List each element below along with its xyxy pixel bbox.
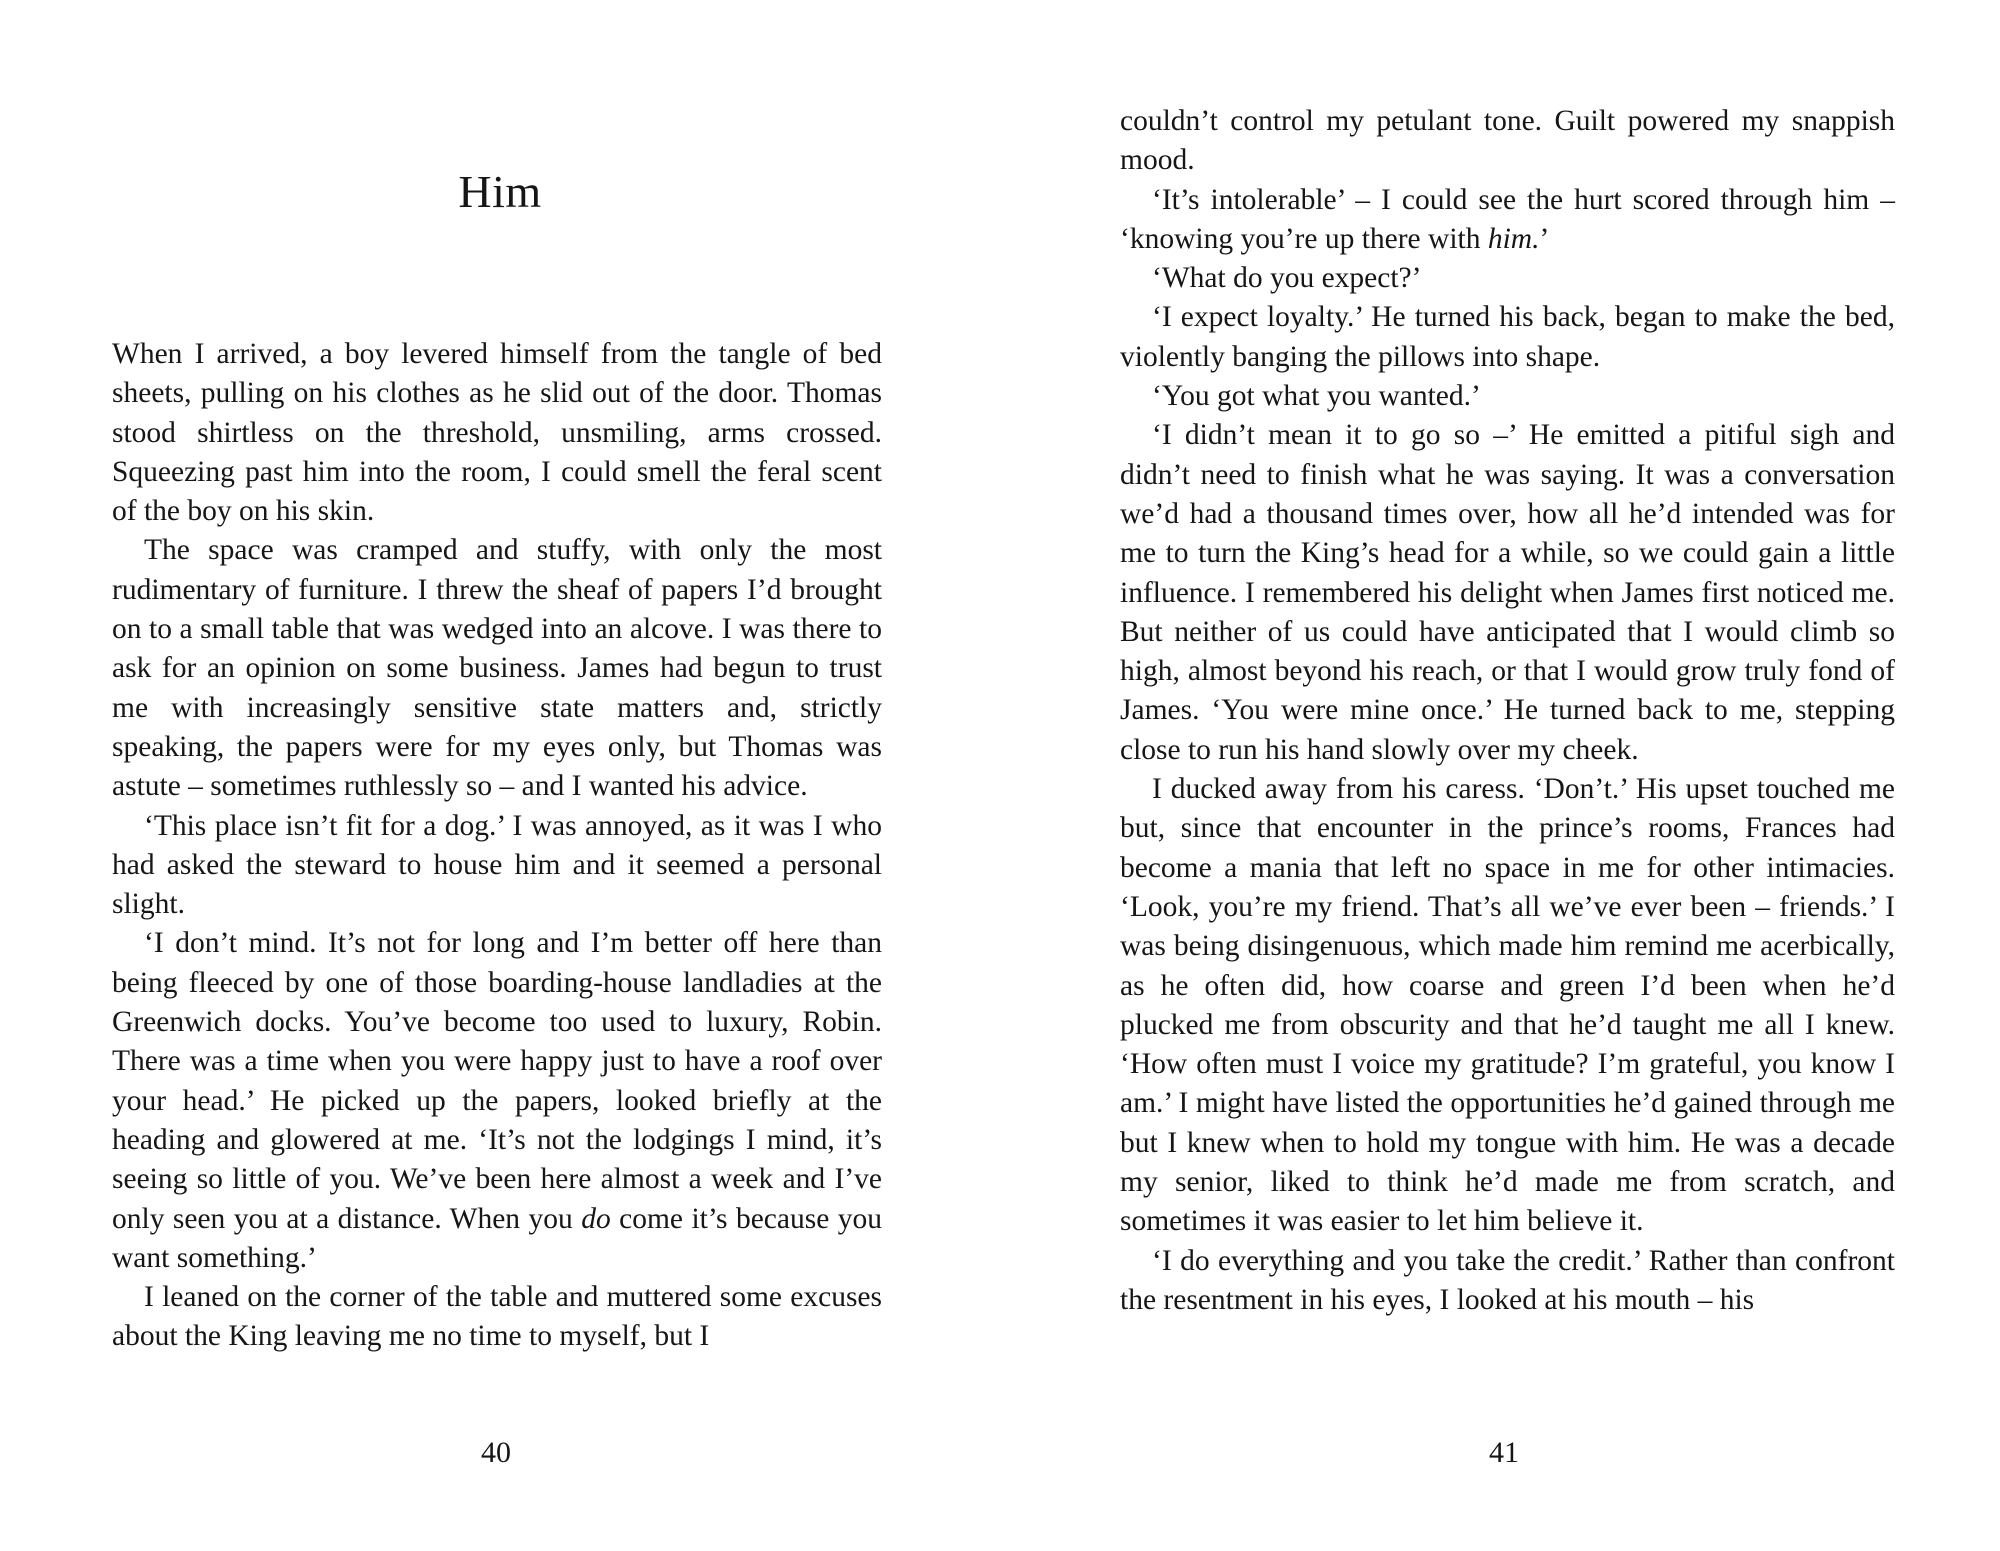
emphasis-text: do [581,1202,611,1235]
right-page-body [1120,102,1895,1320]
paragraph-text: ‘I don’t mind. It’s not for long and I’m better off here than being fleeced by one of those boarding-house landladies at the Greenwich docks. You’ve become too used to luxury, Robin. There was a time when you were happy just to have a roof over your head.’ He picked up the papers, looked briefly at the heading and glowered at me. ‘It’s not the lodgings I mind, it’s seeing so little of you. We’ve been here almost a week and I’ve only seen you at a distance. When you [112,927,882,1235]
paragraph-text: come it’s because you want something.’ [112,1202,882,1274]
paragraph: I ducked away from his caress. ‘Don’t.’ His upset touched me but, since that encounter in the prince’s rooms, Frances had become a mania that left no space in me for other intimacies. ‘Look, you’re my friend. That’s all we’ve ever been – friends.’ I was being disingenuous, which made him remind me acerbically, as he often did, how coarse and green I’d been when he’d plucked me from obscurity and that he’d taught me all I knew. ‘How often must I voice my gratitude? I’m grateful, you know I am.’ I might have listed the opportunities he’d gained through me but I knew when to hold my tongue with him. He was a decade my senior, liked to think he’d made me from scratch, and sometimes it was easier to let him believe it. [1120,773,1895,1238]
paragraph: ‘You got what you wanted.’ [1152,380,1481,413]
left-page-body [112,335,882,1357]
paragraph-text: ’ [1539,222,1550,255]
chapter-title: Him [458,166,542,217]
paragraph: couldn’t control my petulant tone. Guilt powered my snappish mood. [1120,105,1895,177]
paragraph: ‘I didn’t mean it to go so –’ He emitted a pitiful sigh and didn’t need to finish what he was saying. It was a conversation we’d had a thousand times over, how all he’d intended was for me to turn the King’s head for a while, so we could gain a little influence. I remembered his delight when James first noticed me. But neither of us could have anticipated that I would climb so high, almost beyond his reach, or that I would grow truly fond of James. ‘You were mine once.’ He turned back to me, stepping close to run his hand slowly over my cheek. [1120,419,1895,766]
paragraph: ‘I do everything and you take the credit.’ Rather than confront the resentment in his eyes, I looked at his mouth – his [1120,1244,1895,1316]
paragraph: ‘I expect loyalty.’ He turned his back, began to make the bed, violently banging the pillows into shape. [1120,301,1895,373]
paragraph [1120,181,1895,260]
page-number: 40 [481,1436,511,1469]
paragraph: The space was cramped and stuffy, with only the most rudimentary of furniture. I threw the sheaf of papers I’d brought on to a small table that was wedged into an alcove. I was there to ask for an opinion on some business. James had begun to trust me with increasingly sensitive state matters and, strictly speaking, the papers were for my eyes only, but Thomas was astute – sometimes ruthlessly so – and I wanted his advice. [112,534,882,803]
paragraph-text: ‘It’s intolerable’ – I could see the hurt scored through him – ‘knowing you’re up there with [1120,183,1895,255]
paragraph: ‘What do you expect?’ [1152,262,1422,295]
right-page [1000,0,2000,1551]
paragraph: ‘This place isn’t fit for a dog.’ I was annoyed, as it was I who had asked the steward to house him and it seemed a personal slight. [112,809,882,921]
emphasis-text: him. [1487,222,1540,255]
paragraph: I leaned on the corner of the table and muttered some excuses about the King leaving me no time to myself, but I [112,1281,882,1353]
paragraph: When I arrived, a boy levered himself from the tangle of bed sheets, pulling on his clothes as he slid out of the door. Thomas stood shirtless on the threshold, unsmiling, arms crossed. Squeezing past him into the room, I could smell the feral scent of the boy on his skin. [112,338,882,528]
page-number: 41 [1489,1436,1519,1469]
paragraph [112,924,882,1278]
